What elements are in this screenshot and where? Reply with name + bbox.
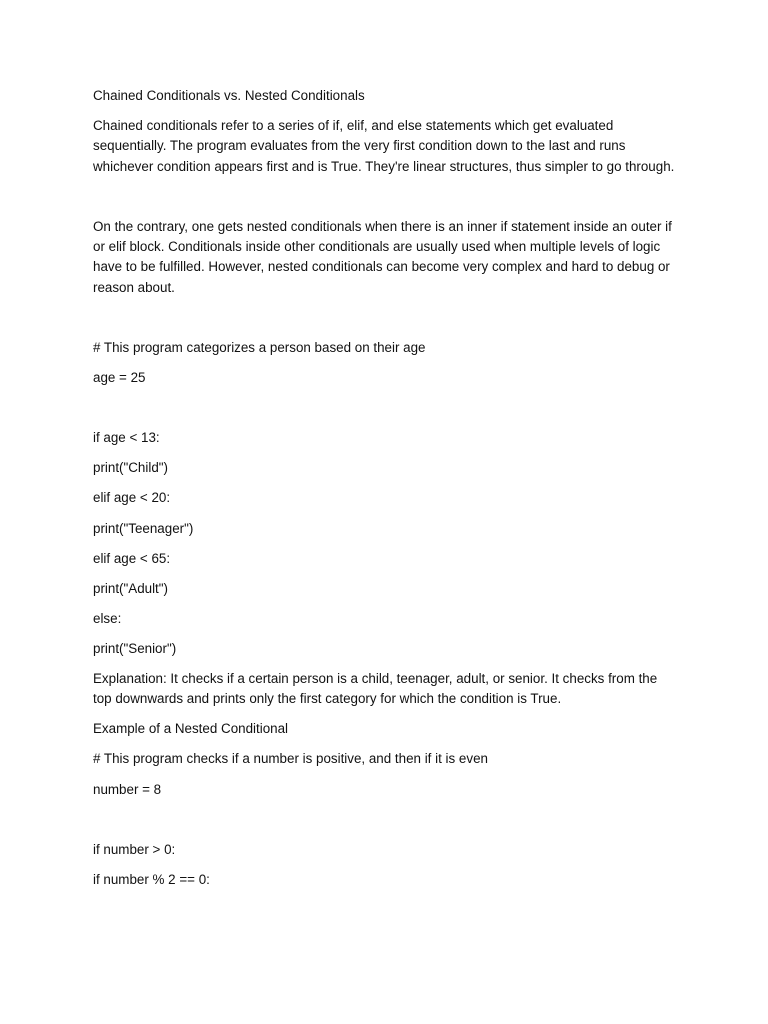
paragraph-chained-definition: Chained conditionals refer to a series of if, elif, and else statements which get evaluated sequentially. The program evaluates from the very first condition down to the last and runs whichever condition appears first and is True. They're linear structures, thus simpler to go through. — [93, 118, 675, 174]
code-line: if number % 2 == 0: — [93, 871, 210, 887]
blank-line — [93, 187, 678, 207]
code-line: # This program checks if a number is positive, and then if it is even — [93, 751, 488, 767]
document-heading: Chained Conditionals vs. Nested Conditionals — [93, 88, 365, 103]
blank-line — [93, 398, 678, 418]
code-line: elif age < 65: — [93, 550, 171, 566]
code-line: number = 8 — [93, 781, 162, 797]
code-line: age = 25 — [93, 370, 146, 386]
code-line: print("Senior") — [93, 640, 177, 656]
paragraph-explanation: Explanation: It checks if a certain person is a child, teenager, adult, or senior. It checks from the top downwards and prints only the first category for which the condition is True. — [93, 670, 658, 707]
code-line: print("Adult") — [93, 580, 168, 596]
code-line: if age < 13: — [93, 430, 160, 446]
paragraph-nested-definition: On the contrary, one gets nested conditionals when there is an inner if statement inside an outer if or elif block. Conditionals inside other conditionals are usually used when multiple levels of logic have to be fulfilled. However, nested conditionals can become very complex and hard to debug or reason about. — [93, 218, 672, 295]
code-line: elif age < 20: — [93, 490, 171, 506]
section-heading-nested-example: Example of a Nested Conditional — [93, 721, 289, 737]
code-line: # This program categorizes a person based on their age — [93, 339, 426, 355]
document-body — [93, 86, 678, 900]
blank-line — [93, 308, 678, 328]
code-line: if number > 0: — [93, 841, 176, 857]
blank-line — [93, 810, 678, 830]
code-line: print("Child") — [93, 460, 168, 476]
code-line: print("Teenager") — [93, 520, 194, 536]
code-line: else: — [93, 610, 122, 626]
